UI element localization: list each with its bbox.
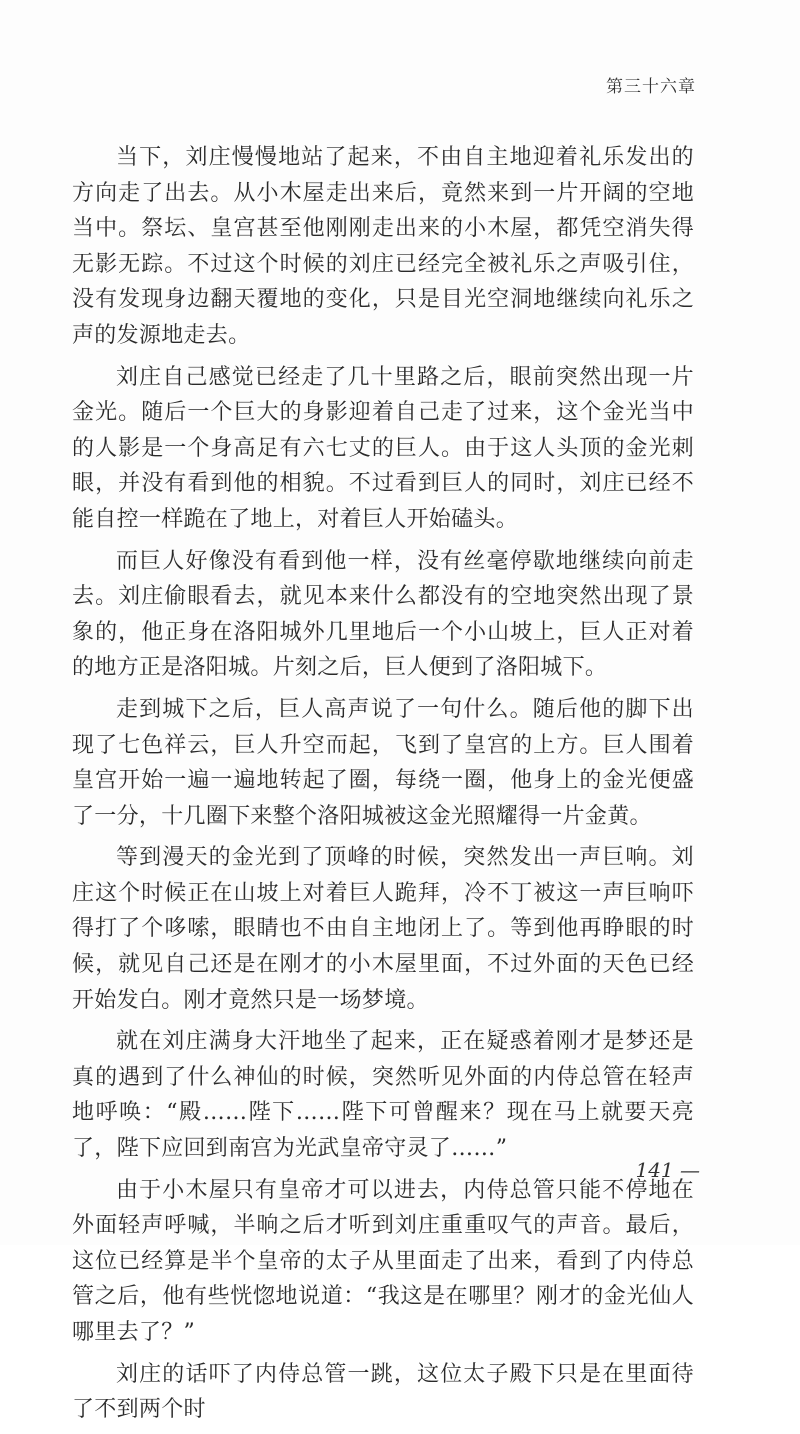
paragraph-5: 等到漫天的金光到了顶峰的时候，突然发出一声巨响。刘庄这个时候正在山坡上对着巨人跪拜，冷不丁被这一声巨响吓得打了个哆嗦，眼睛也不由自主地闭上了。等到他再睁眼的时候，就见自己还是在刚才的小木屋里面，不过外面的天色已经开始发白。刚才竟然只是一场梦境。 [72, 845, 694, 1013]
paragraph-2: 刘庄自己感觉已经走了几十里路之后，眼前突然出现一片金光。随后一个巨大的身影迎着自己走了过来，这个金光当中的人影是一个身高足有六七丈的巨人。由于这人头顶的金光刺眼，并没有看到他的相貌。不过看到巨人的同时，刘庄已经不能自控一样跪在了地上，对着巨人开始磕头。 [72, 364, 694, 532]
paragraph-6: 就在刘庄满身大汗地坐了起来，正在疑惑着刚才是梦还是真的遇到了什么神仙的时候，突然听见外面的内侍总管在轻声地呼唤：“殿……陛下……陛下可曾醒来？现在马上就要天亮了，陛下应回到南宫为光武皇帝守灵了……” [72, 1029, 694, 1162]
body-text [72, 140, 694, 1434]
paragraph-4: 走到城下之后，巨人高声说了一句什么。随后他的脚下出现了七色祥云，巨人升空而起，飞到了皇宫的上方。巨人围着皇宫开始一遍一遍地转起了圈，每绕一圈，他身上的金光便盛了一分，十几圈下来整个洛阳城被这金光照耀得一片金黄。 [72, 696, 694, 829]
paragraph-7: 由于小木屋只有皇帝才可以进去，内侍总管只能不停地在外面轻声呼喊，半晌之后才听到刘庄重重叹气的声音。最后，这位已经算是半个皇帝的太子从里面走了出来，看到了内侍总管之后，他有些恍惚地说道：“我这是在哪里？刚才的金光仙人哪里去了？” [72, 1177, 694, 1345]
paragraph-8: 刘庄的话吓了内侍总管一跳，这位太子殿下只是在里面待了不到两个时 [72, 1361, 694, 1423]
paragraph-3: 而巨人好像没有看到他一样，没有丝毫停歇地继续向前走去。刘庄偷眼看去，就见本来什么都没有的空地突然出现了景象的，他正身在洛阳城外几里地后一个小山坡上，巨人正对着的地方正是洛阳城。片刻之后，巨人便到了洛阳城下。 [72, 548, 694, 681]
paragraph-1: 当下，刘庄慢慢地站了起来，不由自主地迎着礼乐发出的方向走了出去。从小木屋走出来后，竟然来到一片开阔的空地当中。祭坛、皇宫甚至他刚刚走出来的小木屋，都凭空消失得无影无踪。不过这个时候的刘庄已经完全被礼乐之声吸引住，没有发现身边翻天覆地的变化，只是目光空洞地继续向礼乐之声的发源地走去。 [72, 145, 694, 348]
chapter-header: 第三十六章 [606, 77, 696, 97]
page-number: 141 — [635, 1158, 700, 1182]
